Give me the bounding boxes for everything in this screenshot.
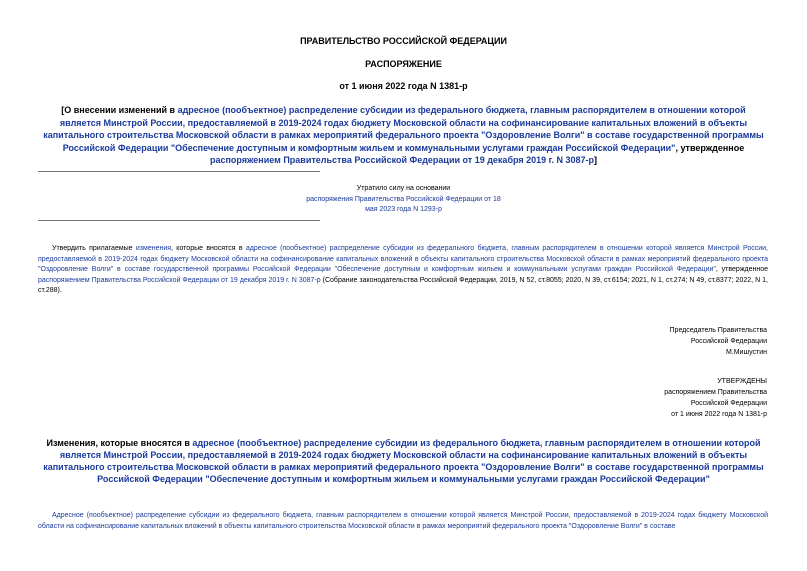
divider-bottom: [38, 220, 320, 221]
signature-position: Председатель Правительства: [669, 327, 767, 334]
status-line: Утратило силу на основании: [356, 185, 451, 192]
approval-heading: УТВЕРЖДЕНЫ: [717, 378, 767, 385]
changes-title-text: Изменения, которые вносятся в: [46, 438, 193, 448]
government-heading: ПРАВИТЕЛЬСТВО РОССИЙСКОЙ ФЕДЕРАЦИИ: [300, 36, 507, 46]
document-date-number: от 1 июня 2022 года N 1381-р: [339, 81, 468, 91]
approval-block: [567, 376, 767, 420]
title-text-end: ]: [594, 155, 598, 165]
p1-text-3: , утвержденное: [715, 266, 768, 274]
title-text-middle: , утвержденное: [675, 142, 745, 153]
approval-line-3: Российской Федерации: [690, 400, 767, 407]
status-repeal-link[interactable]: распоряжения Правительства Российской Федерации от 18 мая 2023 года N 1293-р: [306, 195, 501, 213]
signature-country: Российской Федерации: [690, 338, 767, 345]
p1-changes-link[interactable]: изменения: [135, 245, 172, 252]
signature-name: М.Мишустин: [725, 349, 767, 356]
p1-order-link[interactable]: распоряжением Правительства Российской Федерации от 19 декабря 2019 г. N 3087-р: [38, 276, 321, 284]
approval-date: от 1 июня 2022 года N 1381-р: [671, 411, 767, 418]
document-type: РАСПОРЯЖЕНИЕ: [365, 59, 442, 69]
p1-text-1: Утвердить прилагаемые: [52, 245, 136, 252]
title-order-link[interactable]: распоряжением Правительства Российской Федерации от 19 декабря 2019 г. N 3087-р: [209, 155, 595, 165]
approval-line-2: распоряжением Правительства: [664, 389, 767, 396]
p1-text-2: , которые вносятся в: [171, 245, 246, 252]
signature-block: [567, 325, 767, 358]
divider-top: [38, 171, 320, 172]
document-title: [40, 104, 767, 167]
changes-title: [40, 437, 767, 485]
main-paragraph: [38, 244, 768, 297]
status-note: [300, 184, 507, 216]
p2-distribution-link[interactable]: Адресное (пообъектное) распределение субсидии из федерального бюджета, главным распорядителем в отношении которой является Минстрой России, предоставляемой в 2019-2024 годах бюджету Московской области на софинансирование капитальных вложений в объекты капитального строительства Московской области в рамках мероприятий федерального проекта "Оздоровление Волги" в составе: [38, 512, 768, 530]
title-text-start: [О внесении изменений в: [61, 105, 178, 115]
p1-distribution-link[interactable]: адресное (пообъектное) распределение субсидии из федерального бюджета, главным распорядителем в отношении которой является Минстрой России, предоставляемой в 2019-2024 годах бюджету Московской области на софинансирование капитальных вложений в объекты капитального строительства Московской области в рамках мероприятий федерального проекта "Оздоровление Волги" в составе государственной программы Российской Федерации "Обеспечение доступным и комфортным жильем и коммунальными услугами граждан Российской Федерации": [38, 245, 768, 274]
p1-text-4: (Собрание законодательства Российской Федерации, 2019, N 52, ст.8055; 2020, N 39, ст.6154; 2021, N 1, ст.274; N 49, ст.8377; 2022, N 1, ст.288).: [38, 276, 768, 295]
title-distribution-link[interactable]: адресное (пообъектное) распределение субсидии из федерального бюджета, главным распорядителем в отношении которой является Минстрой России, предоставляемой в 2019-2024 годах бюджету Московской области на софинансирование капитальных вложений в объекты капитального строительства Московской области в рамках мероприятий федерального проекта "Оздоровление Волги" в составе государственной программы Российской Федерации "Обеспечение доступным и комфортным жильем и коммунальными услугами граждан Российской Федерации": [43, 105, 764, 153]
changes-paragraph: [38, 511, 768, 532]
changes-title-link[interactable]: адресное (пообъектное) распределение субсидии из федерального бюджета, главным распорядителем в отношении которой является Минстрой России, предоставляемой в 2019-2024 годах бюджету Московской области на софинансирование капитальных вложений в объекты капитального строительства Московской области в рамках мероприятий федерального проекта "Оздоровление Волги" в составе государственной программы Российской Федерации "Обеспечение доступным и комфортным жильем и коммунальными услугами граждан Российской Федерации": [43, 438, 764, 484]
